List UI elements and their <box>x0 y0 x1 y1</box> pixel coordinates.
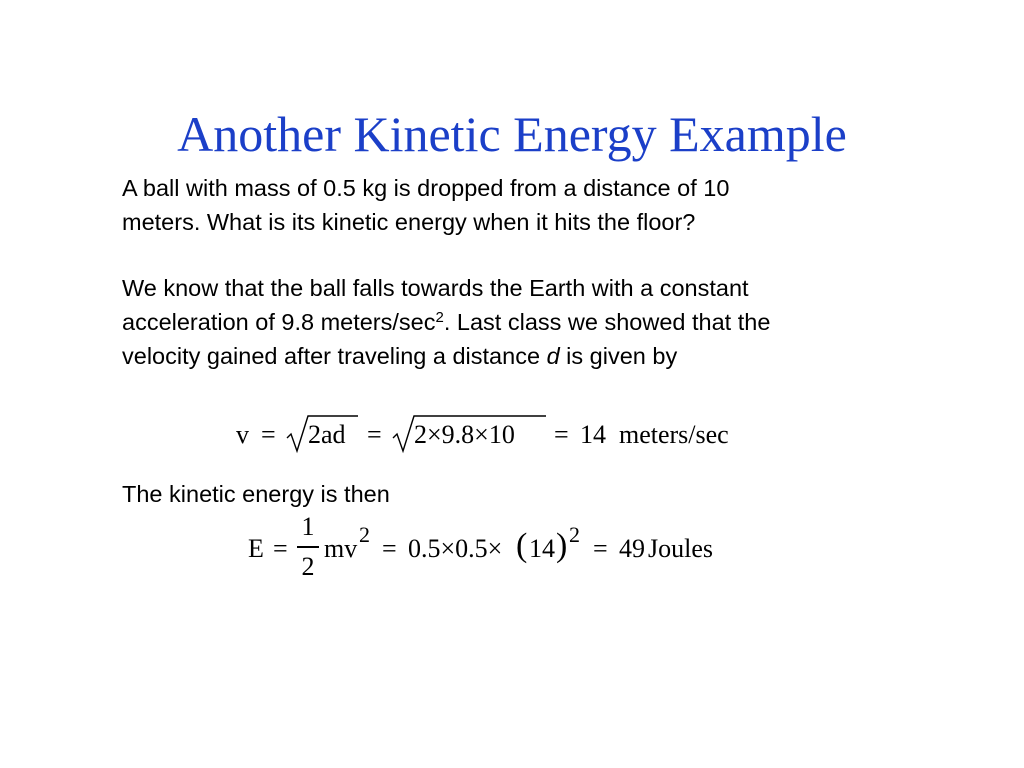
problem-line-2: meters. What is its kinetic energy when it hits the floor? <box>122 209 696 235</box>
kinetic-intro: The kinetic energy is then <box>122 481 390 507</box>
energy-unit: Joules <box>648 534 713 563</box>
explanation-line-2-text: acceleration of 9.8 meters/sec <box>122 309 436 335</box>
equals-sign: = <box>554 420 569 449</box>
radicand-product: 2×9.8×10 <box>414 420 515 449</box>
problem-line-1: A ball with mass of 0.5 kg is dropped from a distance of 10 <box>122 175 730 201</box>
fraction-bar <box>297 546 319 548</box>
explanation-line-2-rest: . Last class we showed that the <box>443 309 771 335</box>
explanation-line-1: We know that the ball falls towards the Earth with a constant <box>122 275 749 301</box>
equals-sign: = <box>593 534 608 563</box>
equals-sign: = <box>273 534 288 563</box>
mass-velocity: mv <box>324 534 358 563</box>
open-paren: ( <box>516 527 528 564</box>
explanation-line-3-text: velocity gained after traveling a distance <box>122 343 547 369</box>
explanation-line-3-rest: is given by <box>559 343 678 369</box>
paren-exponent: 2 <box>569 522 580 547</box>
equals-sign: = <box>261 420 276 449</box>
radicand-2ad: 2ad <box>308 420 346 449</box>
inner-velocity: 14 <box>529 534 555 563</box>
close-paren: ) <box>556 527 568 564</box>
exponent: 2 <box>435 309 444 326</box>
fraction-numerator: 1 <box>301 512 315 541</box>
equals-sign: = <box>367 420 382 449</box>
product-terms: 0.5×0.5× <box>408 534 503 563</box>
explanation-line-2 <box>122 305 942 339</box>
energy-symbol: E <box>248 534 264 563</box>
velocity-exponent: 2 <box>359 522 370 547</box>
velocity-unit: meters/sec <box>619 420 729 449</box>
problem-statement <box>122 171 942 239</box>
distance-variable: d <box>546 343 560 369</box>
explanation-paragraph <box>122 271 942 373</box>
equals-sign: = <box>382 534 397 563</box>
slide-title: Another Kinetic Energy Example <box>177 106 847 162</box>
velocity-symbol: v <box>236 420 249 449</box>
fraction-denominator: 2 <box>301 552 315 581</box>
velocity-result: 14 <box>580 420 606 449</box>
energy-result: 49 <box>619 534 645 563</box>
explanation-line-3 <box>122 339 942 373</box>
